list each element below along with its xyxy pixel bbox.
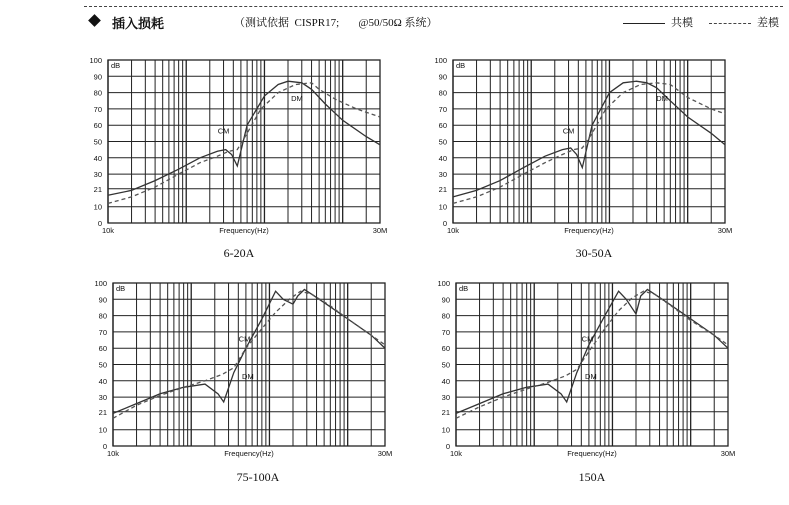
chart-caption-150a: 150A xyxy=(578,470,606,484)
chart-panel-30-50a xyxy=(425,52,745,242)
y-tick-label: 60 xyxy=(438,121,447,131)
y-tick-label: 80 xyxy=(93,88,102,98)
section-header xyxy=(84,12,783,32)
x-tick-label: 30M xyxy=(720,449,736,458)
y-tick-label: 100 xyxy=(89,56,102,65)
y-axis-label: dB xyxy=(459,284,469,293)
series-annotation-label: DM xyxy=(291,93,303,103)
y-tick-label: 40 xyxy=(98,376,107,386)
y-tick-label: 50 xyxy=(93,137,102,147)
insertion-loss-chart-30-50a xyxy=(425,52,745,242)
y-tick-label: 0 xyxy=(445,442,450,451)
y-tick-label: 30 xyxy=(93,170,102,180)
test-standard-note: （测试依据 CISPR17; @50/50Ω 系统） xyxy=(234,17,438,29)
x-tick-label: 10k xyxy=(449,449,463,458)
y-tick-label: 30 xyxy=(441,393,450,403)
y-tick-label: 21 xyxy=(438,184,447,194)
y-tick-label: 40 xyxy=(93,153,102,163)
y-tick-label: 80 xyxy=(441,311,450,321)
y-tick-label: 21 xyxy=(93,184,102,194)
y-tick-label: 90 xyxy=(438,72,447,82)
y-tick-label: 70 xyxy=(441,327,450,337)
x-tick-label: 10k xyxy=(106,449,120,458)
y-tick-label: 21 xyxy=(441,407,450,417)
y-tick-label: 21 xyxy=(98,407,107,417)
y-tick-label: 100 xyxy=(94,279,107,288)
y-tick-label: 90 xyxy=(93,72,102,82)
x-tick-label: 30M xyxy=(717,226,733,235)
series-annotation-label: CM xyxy=(562,126,575,136)
chart-caption-30-50a: 30-50A xyxy=(575,246,613,260)
y-tick-label: 80 xyxy=(98,311,107,321)
y-tick-label: 40 xyxy=(438,153,447,163)
dashed-line-swatch-icon xyxy=(709,23,751,24)
x-axis-label: Frequency(Hz) xyxy=(219,226,269,235)
y-tick-label: 10 xyxy=(93,202,102,212)
x-tick-label: 10k xyxy=(101,226,115,235)
y-tick-label: 60 xyxy=(93,121,102,131)
y-tick-label: 70 xyxy=(438,104,447,114)
y-tick-label: 40 xyxy=(441,376,450,386)
series-annotation-label: CM xyxy=(217,126,230,136)
y-tick-label: 50 xyxy=(98,360,107,370)
legend-label-common-mode: 共模 xyxy=(671,17,693,29)
y-tick-label: 10 xyxy=(98,425,107,435)
y-tick-label: 80 xyxy=(438,88,447,98)
x-axis-label: Frequency(Hz) xyxy=(564,226,614,235)
series-annotation-label: DM xyxy=(656,93,668,103)
insertion-loss-chart-150a xyxy=(428,275,748,465)
series-annotation-label: CM xyxy=(238,334,251,344)
section-title: 插入损耗 xyxy=(112,17,165,32)
chart-panel-150a xyxy=(428,275,748,465)
x-tick-label: 30M xyxy=(372,226,388,235)
legend-item-differential-mode xyxy=(709,14,779,30)
y-tick-label: 90 xyxy=(441,295,450,305)
x-axis-label: Frequency(Hz) xyxy=(567,449,617,458)
y-tick-label: 90 xyxy=(98,295,107,305)
y-tick-label: 0 xyxy=(442,219,447,228)
x-tick-label: 10k xyxy=(446,226,460,235)
series-annotation-label: DM xyxy=(585,372,597,382)
y-tick-label: 50 xyxy=(441,360,450,370)
y-tick-label: 50 xyxy=(438,137,447,147)
chart-caption-6-20a: 6-20A xyxy=(223,246,255,260)
y-tick-label: 30 xyxy=(98,393,107,403)
x-axis-label: Frequency(Hz) xyxy=(224,449,274,458)
chart-panel-6-20a xyxy=(80,52,400,242)
solid-line-swatch-icon xyxy=(623,23,665,24)
y-tick-label: 0 xyxy=(102,442,107,451)
top-dashed-rule xyxy=(84,6,783,7)
series-annotation-label: DM xyxy=(242,372,254,382)
y-tick-label: 0 xyxy=(97,219,102,228)
insertion-loss-chart-75-100a xyxy=(85,275,405,465)
x-tick-label: 30M xyxy=(377,449,393,458)
legend xyxy=(623,14,783,28)
insertion-loss-chart-6-20a xyxy=(80,52,400,242)
legend-label-differential-mode: 差模 xyxy=(757,17,779,29)
y-axis-label: dB xyxy=(111,61,121,70)
y-axis-label: dB xyxy=(456,61,466,70)
y-tick-label: 70 xyxy=(98,327,107,337)
y-tick-label: 60 xyxy=(441,344,450,354)
y-tick-label: 100 xyxy=(434,56,447,65)
y-tick-label: 10 xyxy=(441,425,450,435)
chart-panel-75-100a xyxy=(85,275,405,465)
y-tick-label: 70 xyxy=(93,104,102,114)
legend-item-common-mode xyxy=(623,14,693,30)
diamond-bullet-icon xyxy=(88,14,101,27)
y-axis-label: dB xyxy=(116,284,126,293)
y-tick-label: 60 xyxy=(98,344,107,354)
chart-caption-75-100a: 75-100A xyxy=(236,470,280,484)
y-tick-label: 100 xyxy=(437,279,450,288)
y-tick-label: 10 xyxy=(438,202,447,212)
y-tick-label: 30 xyxy=(438,170,447,180)
series-annotation-label: CM xyxy=(581,334,594,344)
